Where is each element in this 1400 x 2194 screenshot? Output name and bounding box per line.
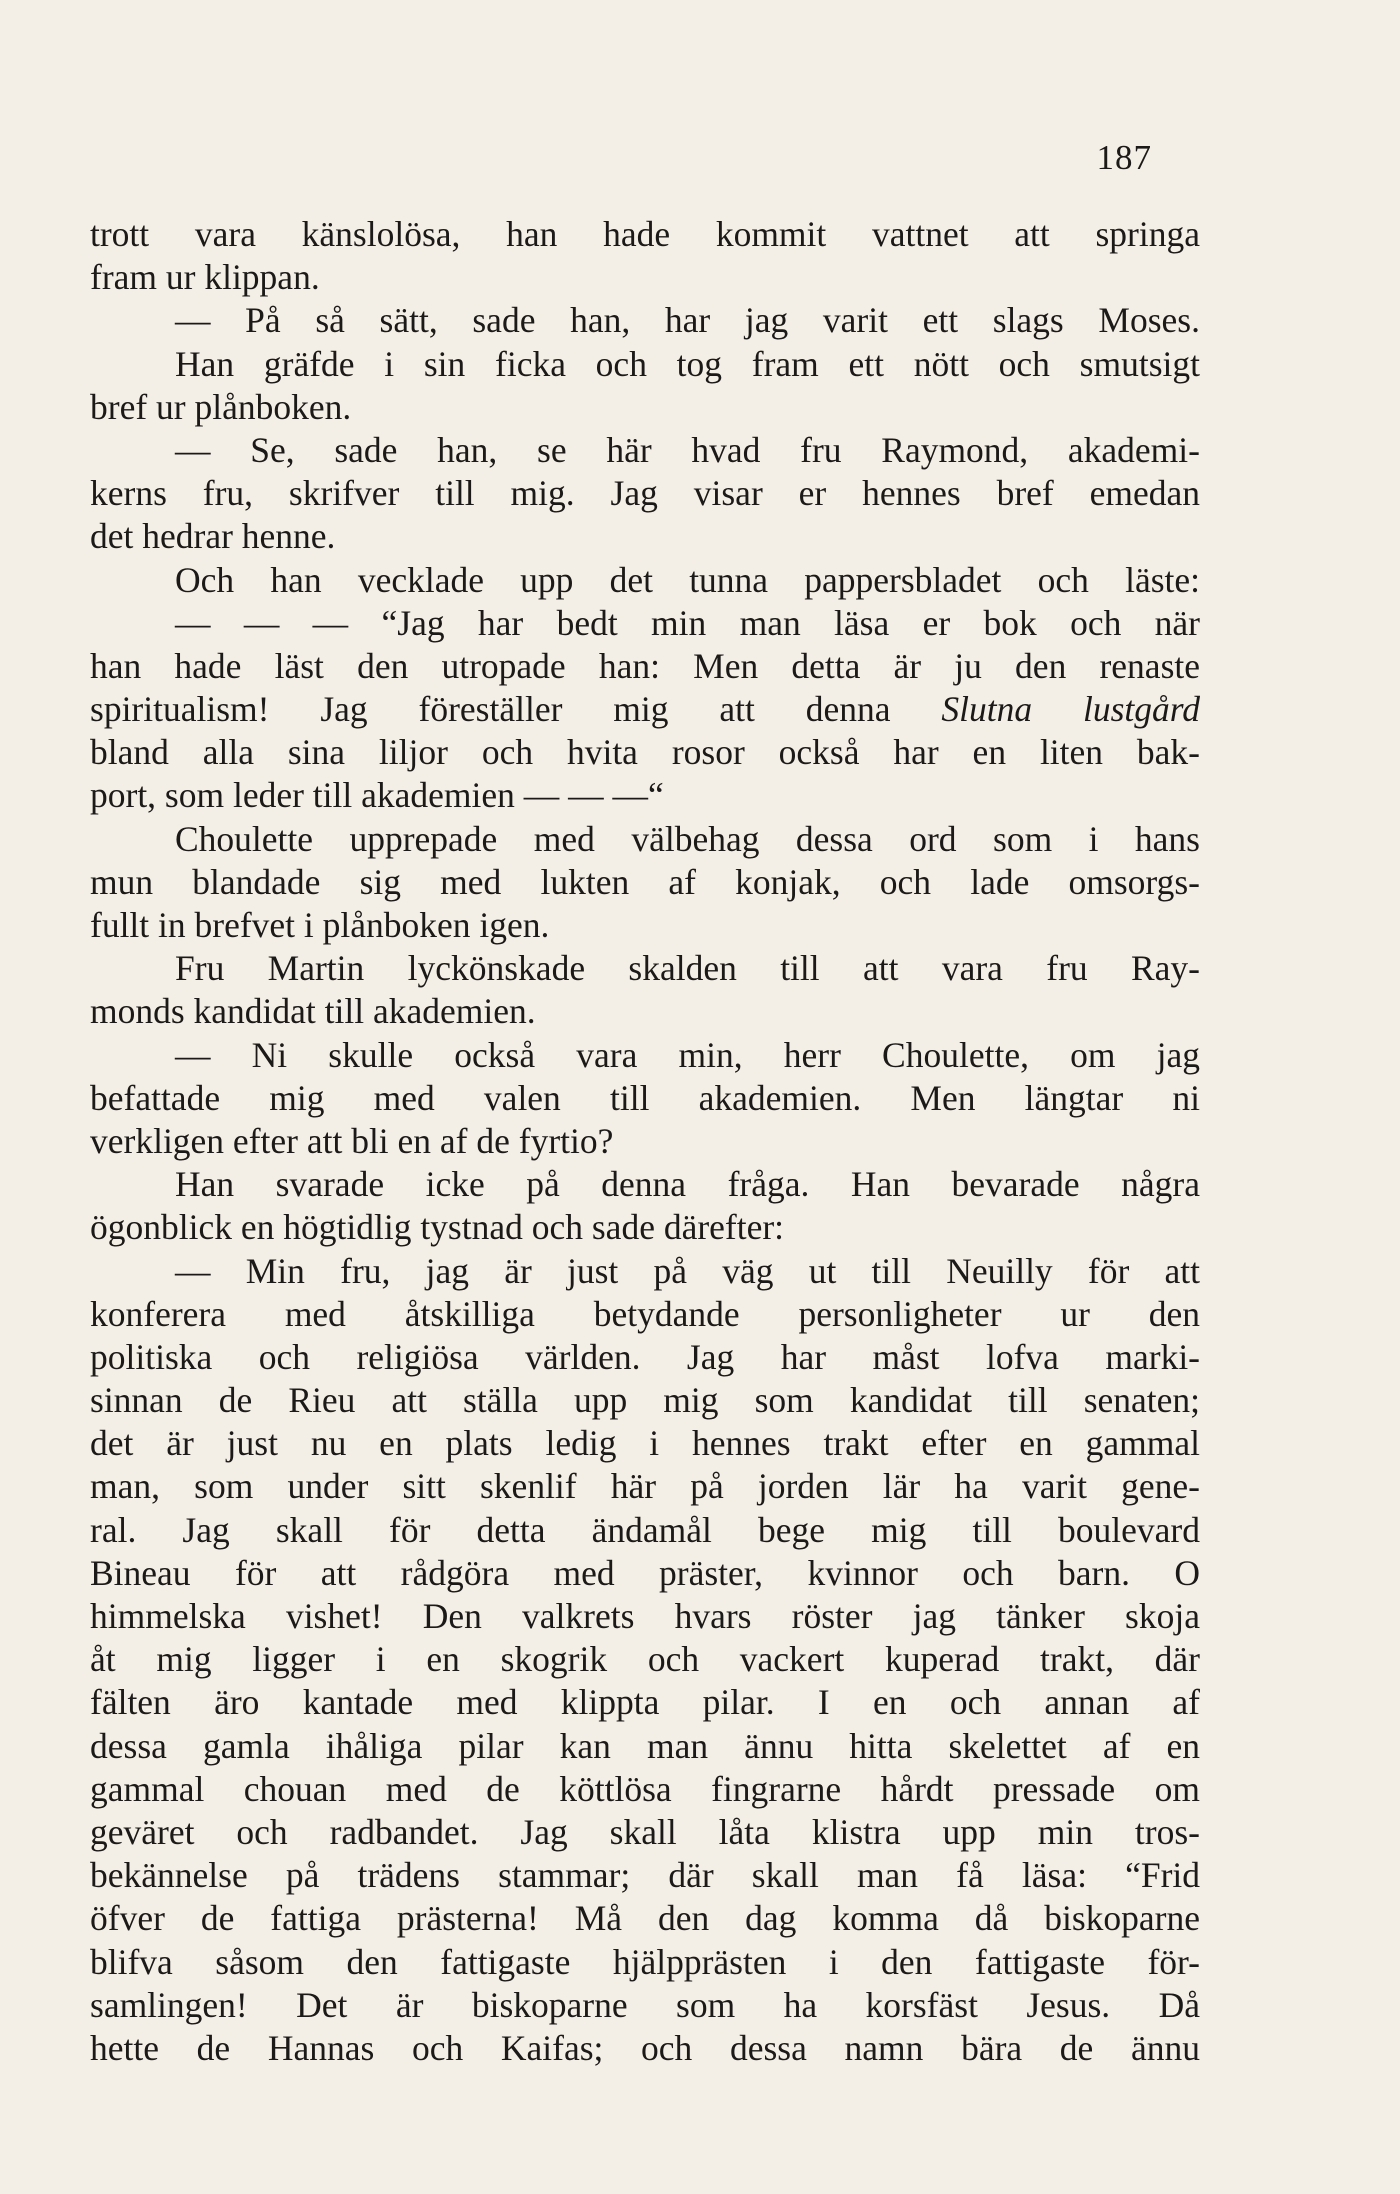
text-line: Och han vecklade upp det tunna pappersbladet och läste: xyxy=(175,559,1200,600)
text-line: verkligen efter att bli en af de fyrtio? xyxy=(90,1120,614,1161)
page-number: 187 xyxy=(1096,138,1152,177)
text-line: befattade mig med valen till akademien. Men längtar ni xyxy=(90,1077,1200,1118)
text-line: gammal chouan med de köttlösa fingrarne hårdt pressade om xyxy=(90,1768,1200,1809)
text-line: man, som under sitt skenlif här på jorden lär ha varit gene- xyxy=(90,1466,1200,1507)
text-line: port, som leder till akademien — — —“ xyxy=(90,775,664,816)
text-line: dessa gamla ihåliga pilar kan man ännu hitta skelettet af en xyxy=(90,1725,1200,1766)
text-line: han hade läst den utropade han: Men detta är ju den renaste xyxy=(90,645,1200,686)
text-line: ögonblick en högtidlig tystnad och sade därefter: xyxy=(90,1207,785,1248)
text-line: ral. Jag skall för detta ändamål bege mig till boulevard xyxy=(90,1509,1200,1550)
text-line: politiska och religiösa världen. Jag har måst lofva marki- xyxy=(90,1336,1200,1377)
text-line: samlingen! Det är biskoparne som ha korsfäst Jesus. Då xyxy=(90,1984,1200,2025)
text-line: — På så sätt, sade han, har jag varit ett slags Moses. xyxy=(175,300,1200,341)
text-line: fram ur klippan. xyxy=(90,257,320,298)
text-line: åt mig ligger i en skogrik och vackert kuperad trakt, där xyxy=(90,1639,1200,1680)
text-line: fälten äro kantade med klippta pilar. I en och annan af xyxy=(90,1682,1200,1723)
text-line: monds kandidat till akademien. xyxy=(90,991,536,1032)
text-line: — — — “Jag har bedt min man läsa er bok och när xyxy=(175,602,1200,643)
text-line: det är just nu en plats ledig i hennes trakt efter en gammal xyxy=(90,1423,1200,1464)
text-line: bekännelse på trädens stammar; där skall man få läsa: “Frid xyxy=(90,1855,1200,1896)
text-line: Choulette upprepade med välbehag dessa ord som i hans xyxy=(175,818,1200,859)
text-line: mun blandade sig med lukten af konjak, och lade omsorgs- xyxy=(90,861,1200,902)
body-text xyxy=(90,213,1200,2070)
text-line: bland alla sina liljor och hvita rosor också har en liten bak- xyxy=(90,732,1200,773)
text-line: — Se, sade han, se här hvad fru Raymond, akademi- xyxy=(175,429,1200,470)
text-line: blifva såsom den fattigaste hjälpprästen i den fattigaste för- xyxy=(90,1941,1200,1982)
text-line: kerns fru, skrifver till mig. Jag visar er hennes bref emedan xyxy=(90,473,1200,514)
text-line: fullt in brefvet i plånboken igen. xyxy=(90,905,550,945)
text-line: — Ni skulle också vara min, herr Choulette, om jag xyxy=(175,1034,1200,1075)
text-line: himmelska vishet! Den valkrets hvars röster jag tänker skoja xyxy=(90,1596,1200,1636)
text-line: Fru Martin lyckönskade skalden till att vara fru Ray- xyxy=(175,948,1200,989)
text-line: bref ur plånboken. xyxy=(90,386,352,427)
text-line xyxy=(90,688,1200,731)
italic-title: Slutna lustgård xyxy=(941,689,1200,730)
text-line: öfver de fattiga prästerna! Må den dag komma då biskoparne xyxy=(90,1898,1200,1939)
text-line: det hedrar henne. xyxy=(90,516,336,557)
text-line: hette de Hannas och Kaifas; och dessa namn bära de ännu xyxy=(90,2027,1200,2068)
text-line: konferera med åtskilliga betydande personligheter ur den xyxy=(90,1293,1200,1334)
text-line: trott vara känslolösa, han hade kommit vattnet att springa xyxy=(90,214,1200,254)
text-line: Bineau för att rådgöra med präster, kvinnor och barn. O xyxy=(90,1552,1200,1593)
text-line: Han gräfde i sin ficka och tog fram ett nött och smutsigt xyxy=(175,343,1200,384)
text-line: sinnan de Rieu att ställa upp mig som kandidat till senaten; xyxy=(90,1380,1200,1421)
text-line: Han svarade icke på denna fråga. Han bevarade några xyxy=(175,1164,1200,1205)
text-line: geväret och radbandet. Jag skall låta klistra upp min tros- xyxy=(90,1811,1200,1852)
text-segment: spiritualism! Jag föreställer mig att denna xyxy=(90,689,942,730)
text-line: — Min fru, jag är just på väg ut till Neuilly för att xyxy=(175,1250,1200,1291)
